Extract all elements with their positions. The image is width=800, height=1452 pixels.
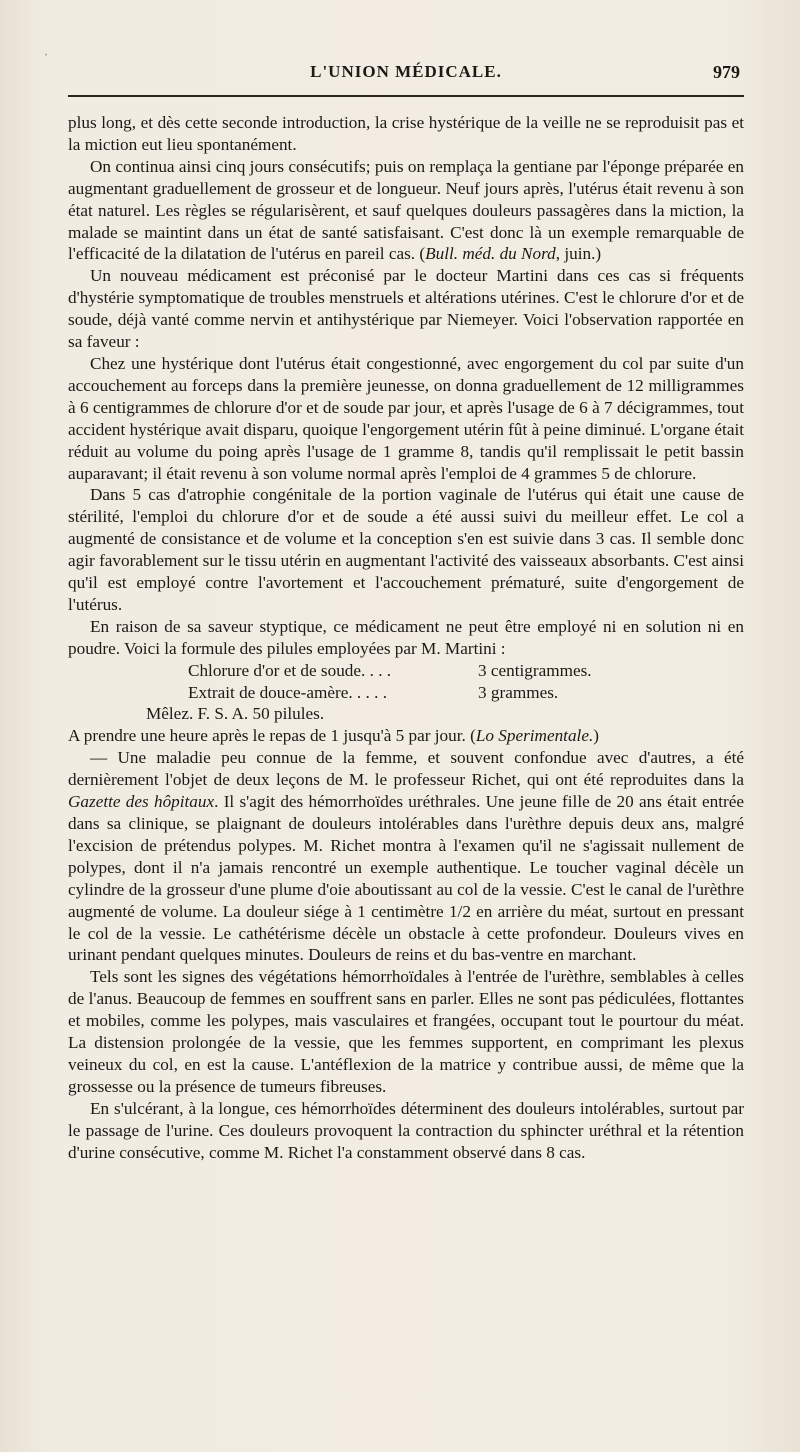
formula-row: [68, 682, 744, 704]
paragraph-text: , juin.): [555, 244, 602, 264]
body-text: [68, 112, 744, 1164]
paragraph: [68, 156, 744, 266]
paragraph: En raison de sa saveur styptique, ce médicament ne peut être employé ni en solution ni en poudre. Voici la formule des pilules employées par M. Martini :: [68, 616, 744, 658]
paragraph: [68, 725, 744, 747]
paragraph: plus long, et dès cette seconde introduction, la crise hystérique de la veille ne se reproduisit pas et la miction eut lieu spontanément.: [68, 113, 744, 154]
paragraph: [68, 747, 744, 966]
formula-ingredient: Extrait de douce-amère. . . . .: [188, 682, 387, 702]
paragraph-text: ): [593, 726, 599, 746]
page-header: [68, 62, 744, 92]
formula-ingredient: Chlorure d'or et de soude. . . .: [188, 660, 392, 680]
formula-instruction: Mêlez. F. S. A. 50 pilules.: [146, 704, 325, 724]
formula-dose: 3 centigrammes.: [478, 660, 592, 680]
formula-dose: 3 grammes.: [478, 682, 559, 702]
running-title: L'UNION MÉDICALE.: [310, 62, 502, 81]
citation: Gazette des hôpitaux: [68, 792, 215, 812]
citation: Bull. méd. du Nord: [425, 244, 556, 264]
formula-row: [68, 660, 744, 682]
paragraph: Chez une hystérique dont l'utérus était congestionné, avec engorgement du col par suite d'un accouchement au forceps dans la première jeunesse, on donna graduellement de 12 milligrammes à 6 centigrammes de chlorure d'or et de soude par jour, et après l'usage de 6 à 7 décigrammes, tout accident hystérique avait disparu, quoique l'engorgement utérin fût à peine diminué. L'organe était réduit au volume du poing après l'usage de 1 gramme 8, tandis qu'il remplissait le petit bassin auparavant; il était revenu à son volume normal après l'emploi de 4 grammes 5 de chlorure.: [68, 353, 744, 483]
page-number: 979: [713, 62, 740, 82]
paragraph: Dans 5 cas d'atrophie congénitale de la portion vaginale de l'utérus qui était une cause de stérilité, l'emploi du chlorure d'or et de soude a été aussi suivi du meilleur effet. Le col a augmenté de consistance et de volume et la conception s'en est suivie dans 3 cas. Il semble donc agir favorablement sur le tissu utérin en augmentant l'activité des vaisseaux absorbants. C'est ainsi qu'il est employé contre l'avortement et l'accouchement prématuré, suite d'engorgement de l'utérus.: [68, 485, 744, 614]
paragraph-text: A prendre une heure après le repas de 1 jusqu'à 5 par jour. (: [68, 726, 476, 746]
citation: Lo Sperimentale.: [475, 726, 594, 746]
paragraph: En s'ulcérant, à la longue, ces hémorrhoïdes déterminent des douleurs intolérables, surtout par le passage de l'urine. Ces douleurs provoquent la contraction du sphincter uréthral et la rétention d'urine consécutive, comme M. Richet l'a constamment observé dans 8 cas.: [68, 1098, 744, 1162]
prescription-formula: [68, 660, 744, 726]
margin-mark: ˌ: [44, 42, 48, 56]
paragraph-text: . Il s'agit des hémorrhoïdes uréthrales. Une jeune fille de 20 ans était entrée dans sa clinique, se plaignant de douleurs intolérables dans l'urèthre depuis deux ans, malgré l'excision de prétendus polypes. M. Richet montra à l'examen qu'il ne s'agissait nullement de polypes, dont il n'a jamais rencontré un exemple authentique. Le toucher vaginal décèle un cylindre de la grosseur d'une plume d'oie aboutissant au col de la vessie. C'est le canal de l'urèthre augmenté de volume. La douleur siége à 1 centimètre 1/2 en arrière du méat, surtout en pressant le col de la vessie. Le cathétérisme décèle un obstacle à cette profondeur. Douleurs vives en urinant pendant quelques minutes. Douleurs de reins et du bas-ventre en marchant.: [68, 792, 744, 965]
paragraph-text: On continua ainsi cinq jours consécutifs; puis on remplaça la gentiane par l'éponge préparée en augmentant graduellement de grosseur et de longueur. Neuf jours après, l'utérus était revenu à son état naturel. Les règles se régularisèrent, et sauf quelques douleurs passagères dans la miction, la malade se maintint dans un état de santé satisfaisant. C'est donc là un exemple remarquable de l'efficacité de la dilatation de l'utérus en pareil cas. (: [68, 156, 744, 264]
header-rule: [68, 95, 744, 97]
paragraph-text: — Une maladie peu connue de la femme, et souvent confondue avec d'autres, a été dernièrement l'objet de deux leçons de M. le professeur Richet, qui ont été reproduites dans la: [68, 748, 744, 790]
paragraph: Tels sont les signes des végétations hémorrhoïdales à l'entrée de l'urèthre, semblables à celles de l'anus. Beaucoup de femmes en souffrent sans en parler. Elles ne sont pas pédiculées, flottantes et mobiles, comme les polypes, mais vasculaires et frangées, occupant tout le pourtour du méat. La distension prolongée de la vessie, que les femmes supportent, en comprimant les plexus veineux du col, en est la cause. L'antéflexion de la matrice y contribue aussi, de même que la grossesse ou la présence de tumeurs fibreuses.: [68, 967, 744, 1096]
paragraph: Un nouveau médicament est préconisé par le docteur Martini dans ces cas si fréquents d'hystérie symptomatique de troubles menstruels et altérations utérines. C'est le chlorure d'or et de soude, déjà vanté comme nervin et antihystérique par Niemeyer. Voici l'observation rapportée en sa faveur :: [68, 266, 744, 352]
